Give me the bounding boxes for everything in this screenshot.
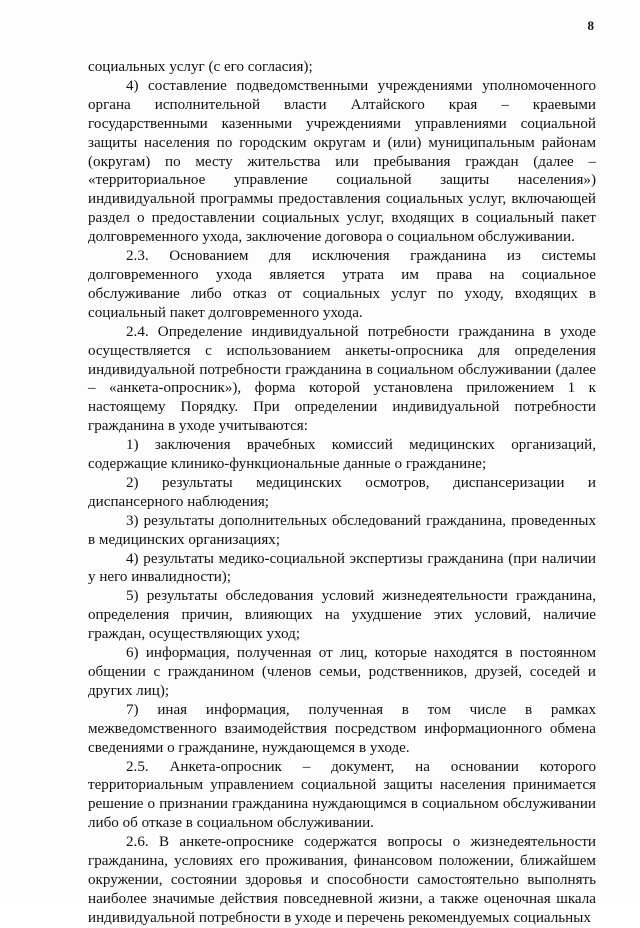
paragraph: 2.3. Основанием для исключения гражданина из системы долговременного ухода является утрата им права на социальное обслуживание либо отказ от социальных услуг по уходу, входящих в социальный пакет долговременного ухода.: [88, 248, 596, 321]
paragraph: социальных услуг (с его согласия);: [88, 59, 313, 75]
paragraph: 2.6. В анкете-опроснике содержатся вопросы о жизнедеятельности гражданина, условиях его проживания, финансовом положении, ближайшем окружении, состоянии здоровья и способности самостоятельно выполнять наиболее значимые действия повседневной жизни, а также оценочная шкала индивидуальной потребности в уходе и перечень рекомендуемых социальных: [88, 834, 596, 926]
paragraph: 4) результаты медико-социальной экспертизы гражданина (при наличии у него инвалидности);: [88, 550, 596, 586]
paragraph: 5) результаты обследования условий жизнедеятельности гражданина, определения причин, влияющих на ухудшение этих условий, наличие граждан, осуществляющих уход;: [88, 588, 596, 643]
paragraph: 2.4. Определение индивидуальной потребности гражданина в уходе осуществляется с использованием анкеты-опросника для определения индивидуальной потребности гражданина в социальном обслуживании (далее – «анкета-опросник»), форма которой установлена приложением 1 к настоящему Порядку. При определении индивидуальной потребности гражданина в уходе учитываются:: [88, 323, 596, 435]
paragraph: 2.5. Анкета-опросник – документ, на основании которого территориальным управлением социальной защиты населения принимается решение о признании гражданина нуждающимся в социальном обслуживании либо об отказе в социальном обслуживании.: [88, 758, 596, 832]
body-text: [88, 58, 596, 928]
paragraph: 6) информация, полученная от лиц, которые находятся в постоянном общении с гражданином (членов семьи, родственников, друзей, соседей и других лиц);: [88, 645, 596, 699]
paragraph: 7) иная информация, полученная в том числе в рамках межведомственного взаимодействия посредством информационного обмена сведениями о гражданине, нуждающемся в уходе.: [88, 701, 596, 756]
page-number: 8: [587, 18, 594, 33]
paragraph: 4) составление подведомственными учреждениями уполномоченного органа исполнительной власти Алтайского края – краевыми государственными казенными учреждениями управлениями социальной защиты населения по городским округам и (или) муниципальным районам (округам) по месту жительства или пребывания граждан (далее – «территориальное управление социальной защиты населения») индивидуальной программы предоставления социальных услуг, включающей раздел о предоставлении социальных услуг, входящих в социальный пакет долговременного ухода, заключение договора о социальном обслуживании.: [88, 77, 596, 246]
paragraph: 1) заключения врачебных комиссий медицинских организаций, содержащие клинико-функциональные данные о гражданине;: [88, 437, 596, 473]
paragraph: 3) результаты дополнительных обследований гражданина, проведенных в медицинских организациях;: [88, 512, 596, 548]
paragraph: 2) результаты медицинских осмотров, диспансеризации и диспансерного наблюдения;: [88, 474, 596, 510]
